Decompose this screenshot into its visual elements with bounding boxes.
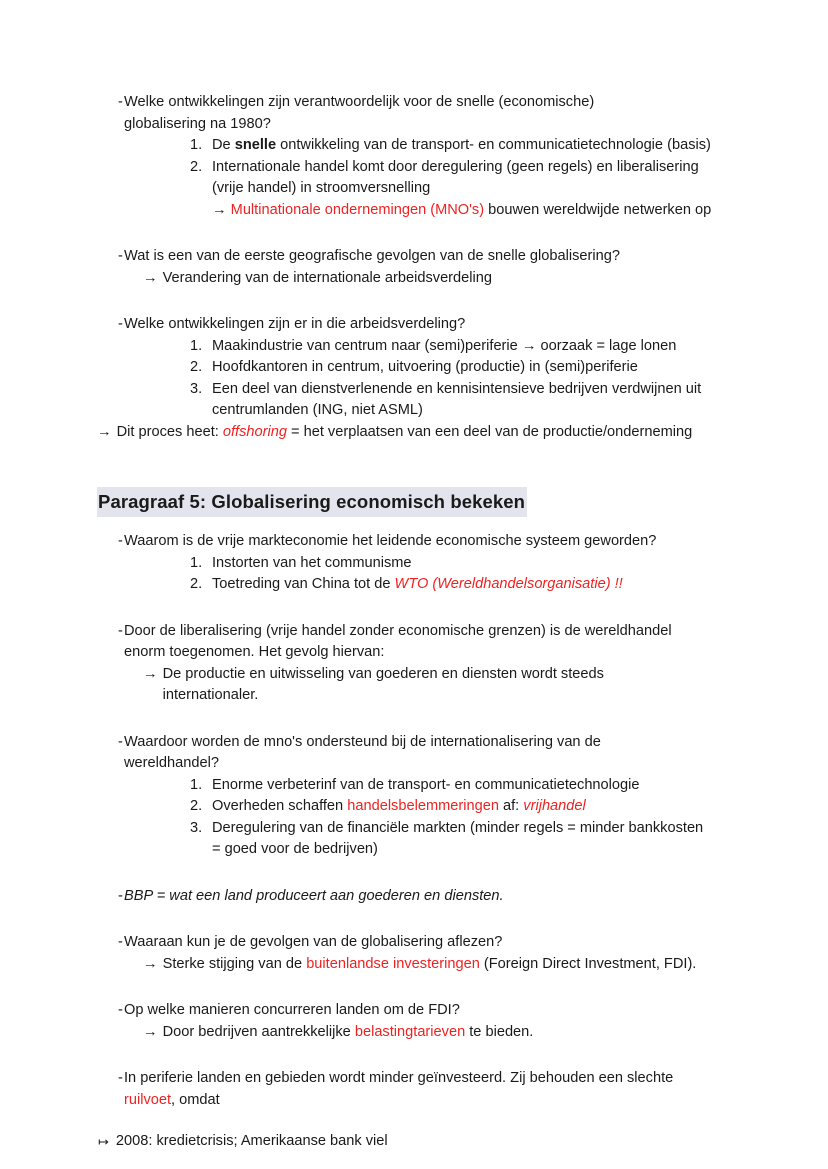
list-item: [97, 775, 737, 797]
numbered-list: [97, 553, 737, 596]
p5-question-block-2: [97, 621, 737, 707]
dash-marker: -: [118, 1002, 123, 1018]
bullet-text: Waaraan kun je de gevolgen van de globalisering aflezen?: [124, 934, 503, 950]
spacer: [97, 723, 737, 732]
p5-question-block-6: [97, 1068, 737, 1111]
bullet-item: [97, 886, 737, 908]
list-item: [97, 157, 737, 222]
list-item-text: Hoofdkantoren in centrum, uitvoering (productie) in (semi)periferie: [212, 359, 638, 375]
list-item: [97, 553, 737, 575]
bullet-text: Wat is een van de eerste geografische gevolgen van de snelle globalisering?: [124, 248, 620, 264]
list-item: [97, 379, 737, 422]
spacer: [97, 305, 737, 314]
item-text-pre: Overheden schaffen: [212, 798, 348, 814]
arrow-icon: →: [97, 423, 112, 440]
section-heading-wrap: [97, 487, 737, 517]
question-line-2-post: , omdat: [171, 1091, 220, 1108]
question-line-1: Door de liberalisering (vrije handel zonder economische grenzen) is de wereldhandel: [124, 622, 672, 639]
list-number: 1.: [190, 776, 203, 793]
highlighted-term-italic: vrijhandel: [523, 798, 586, 814]
arrow-rest: bouwen wereldwijde netwerken op: [484, 201, 712, 218]
list-number: 3.: [190, 819, 203, 836]
bullet-item: [97, 314, 737, 336]
arrow-sub-line: [212, 202, 711, 218]
list-item: [97, 135, 737, 157]
list-item-text: [212, 796, 737, 818]
list-item-text: Instorten van het communisme: [212, 554, 412, 571]
bullet-item: [97, 1000, 737, 1022]
item-line-2: = goed voor de bedrijven): [212, 841, 378, 857]
spacer: [97, 237, 737, 246]
question-line-1: In periferie landen en gebieden wordt minder geïnvesteerd. Zij behouden een slechte: [124, 1070, 674, 1086]
spacer: [97, 612, 737, 621]
list-item-text: [212, 157, 737, 222]
list-number: 1.: [190, 337, 203, 354]
item-text-pre: Toetreding van China tot de: [212, 576, 395, 592]
answer-text: [163, 664, 737, 707]
bullet-item: [97, 932, 737, 954]
answer-post: (Foreign Direct Investment, FDI).: [479, 955, 697, 972]
list-number: 2.: [190, 576, 203, 592]
list-item-text: [212, 135, 737, 157]
question-line-1: Waardoor worden de mno's ondersteund bij de internationalisering van de: [124, 733, 601, 750]
answer-line: [97, 664, 737, 707]
highlighted-term: Multinationale ondernemingen (MNO's): [230, 201, 485, 218]
item-line-2: centrumlanden (ING, niet ASML): [212, 402, 423, 418]
bullet-item: [97, 531, 737, 553]
bullet-text: [124, 92, 737, 135]
p5-question-block-1: [97, 531, 737, 596]
dash-marker: -: [118, 934, 123, 950]
page-title: Paragraaf 5: Globalisering economisch bekeken: [97, 487, 527, 517]
bullet-text: Op welke manieren concurreren landen om de FDI?: [124, 1002, 460, 1018]
dash-marker: -: [118, 248, 123, 264]
arrow-icon: →: [212, 201, 227, 218]
item-line-1: Deregulering van de financiële markten (minder regels = minder bankkosten: [212, 819, 704, 836]
dash-marker: -: [118, 622, 123, 639]
list-item: [97, 357, 737, 379]
p5-question-block-5: [97, 1000, 737, 1043]
question-block-2: [97, 246, 737, 289]
dash-marker: -: [118, 733, 123, 750]
document-content: [97, 92, 737, 1153]
bullet-item: [97, 1068, 737, 1111]
dash-marker: -: [118, 1070, 123, 1086]
highlighted-term: belastingtarieven: [354, 1023, 466, 1040]
bullet-item: [97, 246, 737, 268]
list-number: 2.: [190, 798, 203, 814]
bullet-text: [124, 1068, 737, 1111]
bullet-item: [97, 92, 737, 135]
final-note-text: 2008: kredietcrisis; Amerikaanse bank viel: [115, 1133, 388, 1149]
question-block-1: [97, 92, 737, 221]
numbered-list: [97, 336, 737, 422]
conclusion-pre: Dit proces heet:: [116, 423, 223, 440]
p5-question-block-4: [97, 932, 737, 975]
question-line-2: wereldhandel?: [124, 755, 219, 771]
question-line-2: globalisering na 1980?: [124, 115, 271, 132]
spacer: [97, 991, 737, 1000]
bullet-text: Waarom is de vrije markteconomie het leidende economische systeem geworden?: [124, 533, 657, 549]
highlighted-term: handelsbelemmeringen: [347, 798, 499, 814]
arrow-icon: →: [143, 665, 158, 682]
item-line-1: Internationale handel komt door deregulering (geen regels) en liberalisering: [212, 158, 699, 175]
bullet-text: [124, 621, 737, 664]
answer-line-1: De productie en uitwisseling van goederen en diensten wordt steeds: [162, 665, 604, 682]
spacer: [97, 923, 737, 932]
dash-marker: -: [118, 316, 123, 332]
numbered-list: [97, 135, 737, 221]
dash-marker: -: [118, 94, 123, 110]
item-line-2: (vrije handel) in stroomversnelling: [212, 180, 431, 196]
answer-text: [163, 1022, 737, 1044]
item-text-bold: snelle: [234, 137, 277, 153]
answer-post: te bieden.: [465, 1023, 534, 1040]
list-item-text: Maakindustrie van centrum naar (semi)periferie → oorzaak = lage lonen: [212, 337, 677, 354]
item-text-mid: af:: [498, 798, 524, 814]
list-item: [97, 796, 737, 818]
list-number: 2.: [190, 158, 203, 175]
arrow-icon: →: [143, 955, 158, 972]
list-item: [97, 336, 737, 358]
question-line-2: enorm toegenomen. Het gevolg hiervan:: [124, 644, 385, 660]
list-item-text: [212, 574, 737, 596]
list-number: 3.: [190, 380, 203, 397]
answer-text: Verandering van de internationale arbeidsverdeling: [162, 269, 492, 286]
highlighted-term: buitenlandse investeringen: [306, 955, 480, 972]
bullet-text: [124, 732, 737, 775]
list-number: 2.: [190, 359, 203, 375]
item-text-pre: De: [212, 137, 235, 153]
answer-line: [97, 1022, 737, 1044]
arrow-icon: →: [143, 269, 158, 286]
list-number: 1.: [190, 554, 203, 571]
conclusion-text: [117, 422, 737, 444]
dash-marker: -: [118, 533, 123, 549]
item-line-1: Een deel van dienstverlenende en kennisintensieve bedrijven verdwijnen uit: [212, 380, 702, 397]
spacer: [97, 877, 737, 886]
spacer: [97, 1059, 737, 1068]
question-line-1: Welke ontwikkelingen zijn verantwoordelijk voor de snelle (economische): [124, 94, 595, 110]
answer-pre: Sterke stijging van de: [162, 955, 307, 972]
highlighted-term: offshoring: [222, 423, 287, 440]
maps-to-arrow-icon: ↦: [98, 1134, 109, 1149]
item-text-post: ontwikkeling van de transport- en communicatietechnologie (basis): [276, 137, 711, 153]
answer-line: [97, 268, 737, 290]
dash-marker: -: [118, 887, 123, 904]
highlighted-term: WTO (Wereldhandelsorganisatie) !!: [394, 576, 623, 592]
list-number: 1.: [190, 137, 203, 153]
list-item-text: Enorme verbeterinf van de transport- en communicatietechnologie: [212, 776, 640, 793]
answer-line-2: internationaler.: [162, 687, 259, 703]
bbp-definition-text: BBP = wat een land produceert aan goederen en diensten.: [124, 887, 504, 904]
list-item-text: [212, 379, 737, 422]
highlighted-term: ruilvoet: [124, 1091, 172, 1108]
answer-pre: Door bedrijven aantrekkelijke: [162, 1023, 355, 1040]
final-note: [97, 1131, 737, 1153]
answer-text: [163, 954, 737, 976]
bullet-text: Welke ontwikkelingen zijn er in die arbeidsverdeling?: [124, 316, 466, 332]
bullet-item: [97, 732, 737, 775]
bbp-definition-block: [97, 886, 737, 908]
arrow-icon: →: [143, 1023, 158, 1040]
list-item: [97, 574, 737, 596]
bullet-item: [97, 621, 737, 664]
list-item-text: [212, 818, 737, 861]
numbered-list: [97, 775, 737, 861]
p5-question-block-3: [97, 732, 737, 861]
conclusion-post: = het verplaatsen van een deel van de productie/onderneming: [286, 423, 693, 440]
question-block-3: [97, 314, 737, 443]
conclusion-line: [97, 422, 737, 444]
list-item: [97, 818, 737, 861]
answer-line: [97, 954, 737, 976]
